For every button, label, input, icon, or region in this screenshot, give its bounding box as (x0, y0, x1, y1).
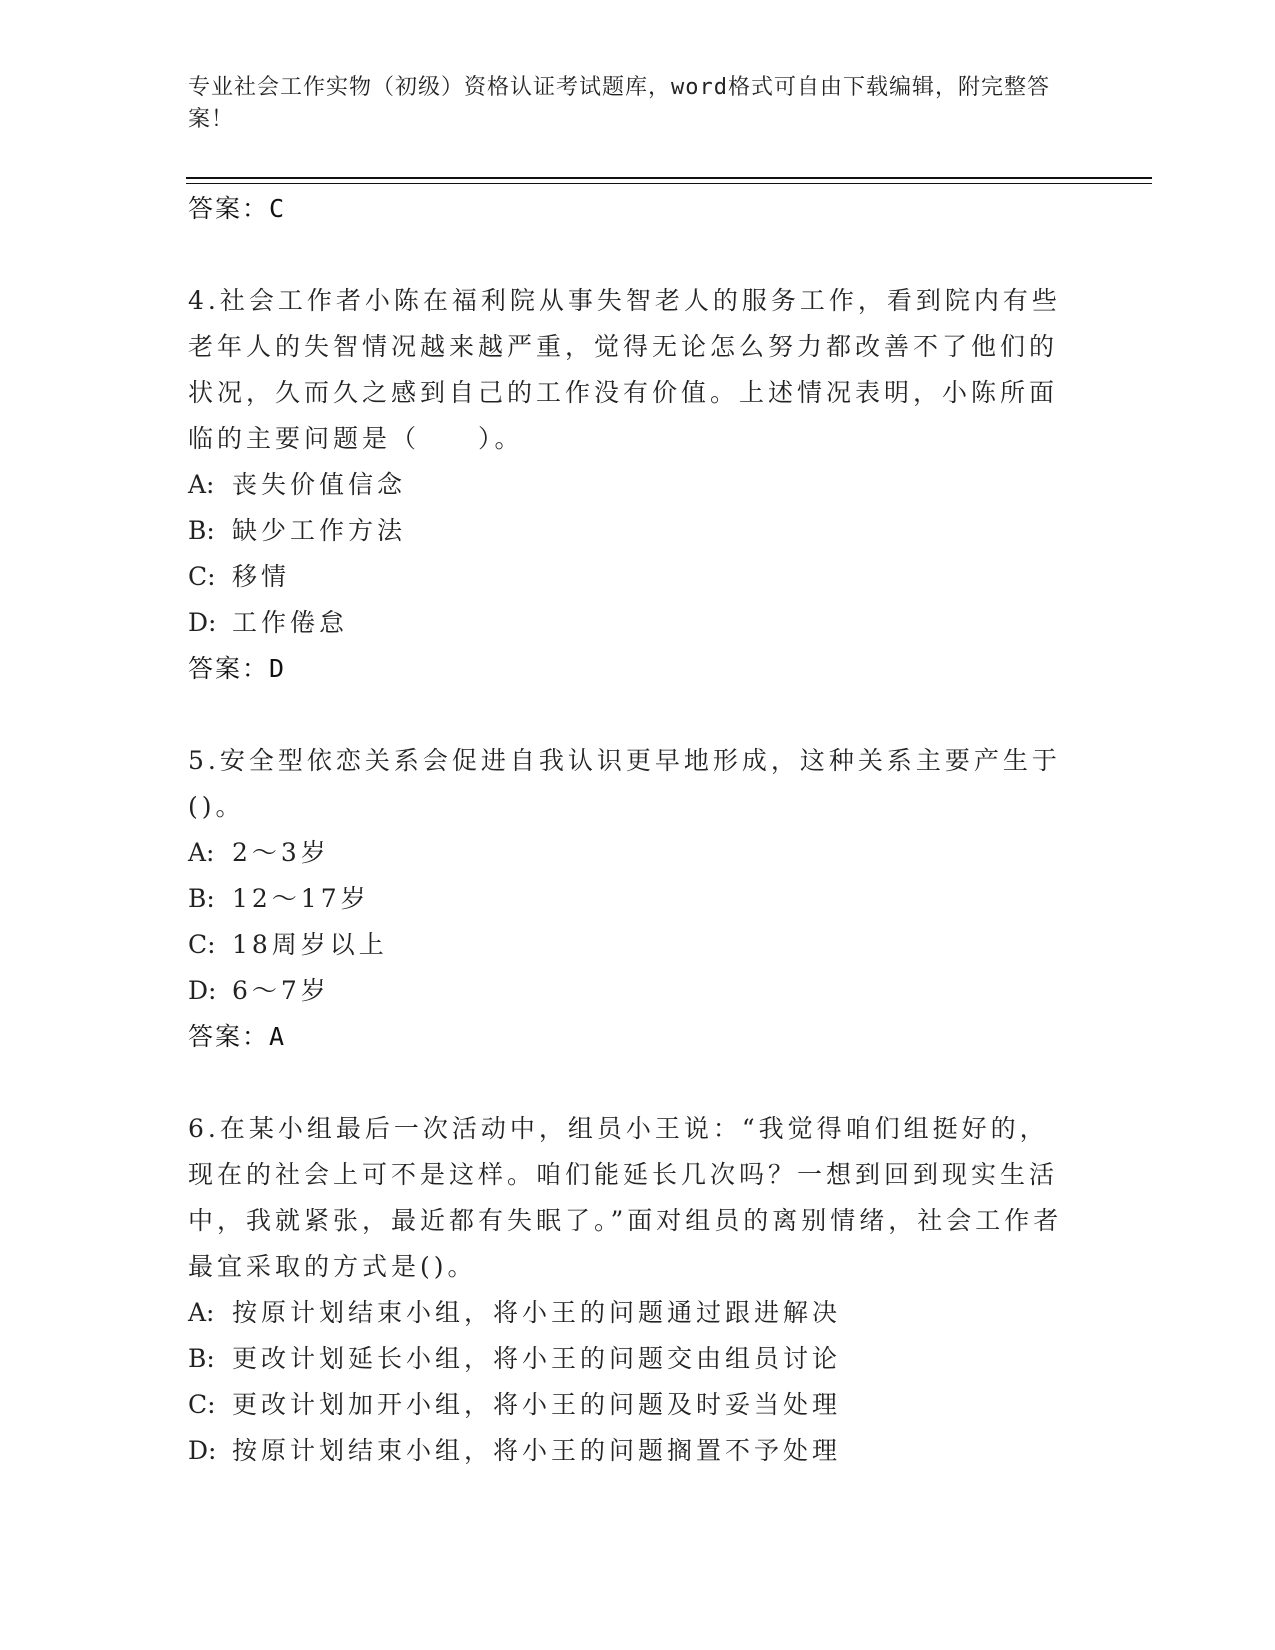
option-a (188, 462, 1068, 508)
answer-label: 答案： (188, 1022, 270, 1051)
answer-value: C (269, 194, 286, 223)
spacer (188, 692, 1068, 738)
option-c (188, 922, 1068, 968)
option-key: A: (188, 1298, 215, 1327)
answer-value: A (269, 1022, 286, 1051)
option-text: 丧失价值信念 (232, 470, 407, 499)
option-key: C: (188, 1390, 216, 1419)
option-text: 12～17岁 (232, 884, 370, 913)
question-stem: 4.社会工作者小陈在福利院从事失智老人的服务工作，看到院内有些老年人的失智情况越来越严重，觉得无论怎么努力都改善不了他们的状况，久而久之感到自己的工作没有价值。上述情况表明，小陈所面临的主要问题是（ ）。 (188, 286, 1061, 453)
spacer (188, 232, 1068, 278)
header-text: 专业社会工作实物（初级）资格认证考试题库，word格式可自由下载编辑，附完整答案！ (188, 75, 1050, 132)
question-stem: 5.安全型依恋关系会促进自我认识更早地形成，这种关系主要产生于()。 (188, 746, 1061, 821)
question-stem: 6.在某小组最后一次活动中，组员小王说：“我觉得咱们组挺好的，现在的社会上可不是这样。咱们能延长几次吗？一想到回到现实生活中，我就紧张，最近都有失眠了。”面对组员的离别情绪，社会工作者最宜采取的方式是()。 (188, 1114, 1063, 1281)
option-text: 工作倦怠 (232, 608, 349, 637)
answer-value: D (269, 654, 286, 683)
header-divider-thin (186, 183, 1152, 184)
option-d (188, 968, 1068, 1014)
option-key: D: (188, 608, 217, 637)
option-b (188, 876, 1068, 922)
option-key: B: (188, 1344, 215, 1373)
option-text: 移情 (232, 562, 291, 591)
option-text: 更改计划延长小组，将小王的问题交由组员讨论 (232, 1344, 842, 1373)
question-block (188, 738, 1068, 1060)
option-text: 18周岁以上 (232, 930, 388, 959)
question-block (188, 1106, 1068, 1474)
question-content (188, 186, 1068, 1474)
option-key: C: (188, 562, 216, 591)
document-header (188, 72, 1068, 136)
option-d (188, 1428, 1068, 1474)
option-a (188, 1290, 1068, 1336)
answer-line (188, 1014, 1068, 1060)
option-key: A: (188, 838, 215, 867)
option-text: 更改计划加开小组，将小王的问题及时妥当处理 (232, 1390, 842, 1419)
option-text: 按原计划结束小组，将小王的问题通过跟进解决 (232, 1298, 842, 1327)
header-divider-thick (186, 177, 1152, 179)
question-block (188, 278, 1068, 692)
option-c (188, 1382, 1068, 1428)
option-key: D: (188, 1436, 217, 1465)
option-text: 6～7岁 (232, 976, 330, 1005)
option-key: D: (188, 976, 217, 1005)
option-d (188, 600, 1068, 646)
option-a (188, 830, 1068, 876)
option-key: B: (188, 516, 215, 545)
option-key: C: (188, 930, 216, 959)
option-c (188, 554, 1068, 600)
option-key: B: (188, 884, 215, 913)
answer-line (188, 186, 1068, 232)
option-key: A: (188, 470, 215, 499)
option-b (188, 1336, 1068, 1382)
answer-line (188, 646, 1068, 692)
answer-label: 答案： (188, 194, 270, 223)
option-text: 2～3岁 (232, 838, 330, 867)
option-text: 按原计划结束小组，将小王的问题搁置不予处理 (232, 1436, 842, 1465)
answer-label: 答案： (188, 654, 270, 683)
spacer (188, 1060, 1068, 1106)
option-b (188, 508, 1068, 554)
option-text: 缺少工作方法 (232, 516, 407, 545)
